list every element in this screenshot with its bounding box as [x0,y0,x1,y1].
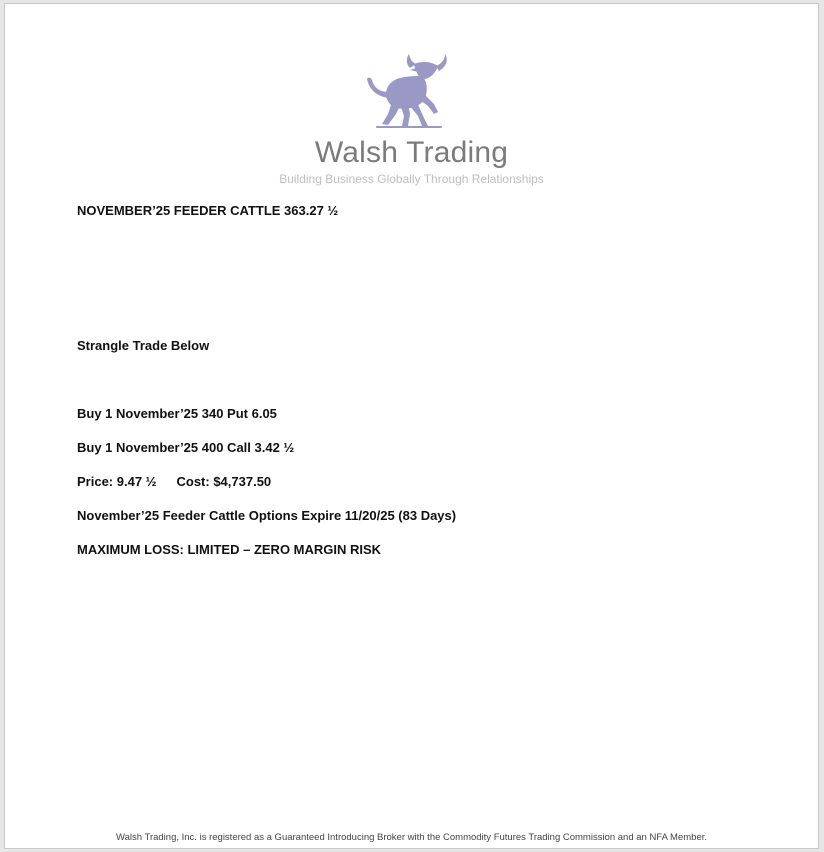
brand-name: Walsh Trading [314,136,509,169]
max-loss-line: MAXIMUM LOSS: LIMITED – ZERO MARGIN RISK [77,542,382,557]
cost-text: Cost: $4,737.50 [176,474,272,489]
document-page [4,3,819,849]
trade-leg-put: Buy 1 November’25 340 Put 6.05 [77,406,277,421]
expiry-line: November’25 Feeder Cattle Options Expire 11/20/25 (83 Days) [77,508,457,523]
headline: NOVEMBER’25 FEEDER CATTLE 363.27 ½ [77,203,339,218]
price-text: Price: 9.47 ½ [77,474,157,489]
price-cost-line [77,474,271,489]
trade-leg-call: Buy 1 November’25 400 Call 3.42 ½ [77,440,295,455]
section-title: Strangle Trade Below [77,338,210,353]
bull-icon [366,52,458,130]
footer-disclaimer: Walsh Trading, Inc. is registered as a Guaranteed Introducing Broker with the Commodity Futures Trading Commission and an NFA Member. [115,832,708,843]
company-logo [5,52,818,187]
brand-tagline: Building Business Globally Through Relationships [279,172,544,186]
